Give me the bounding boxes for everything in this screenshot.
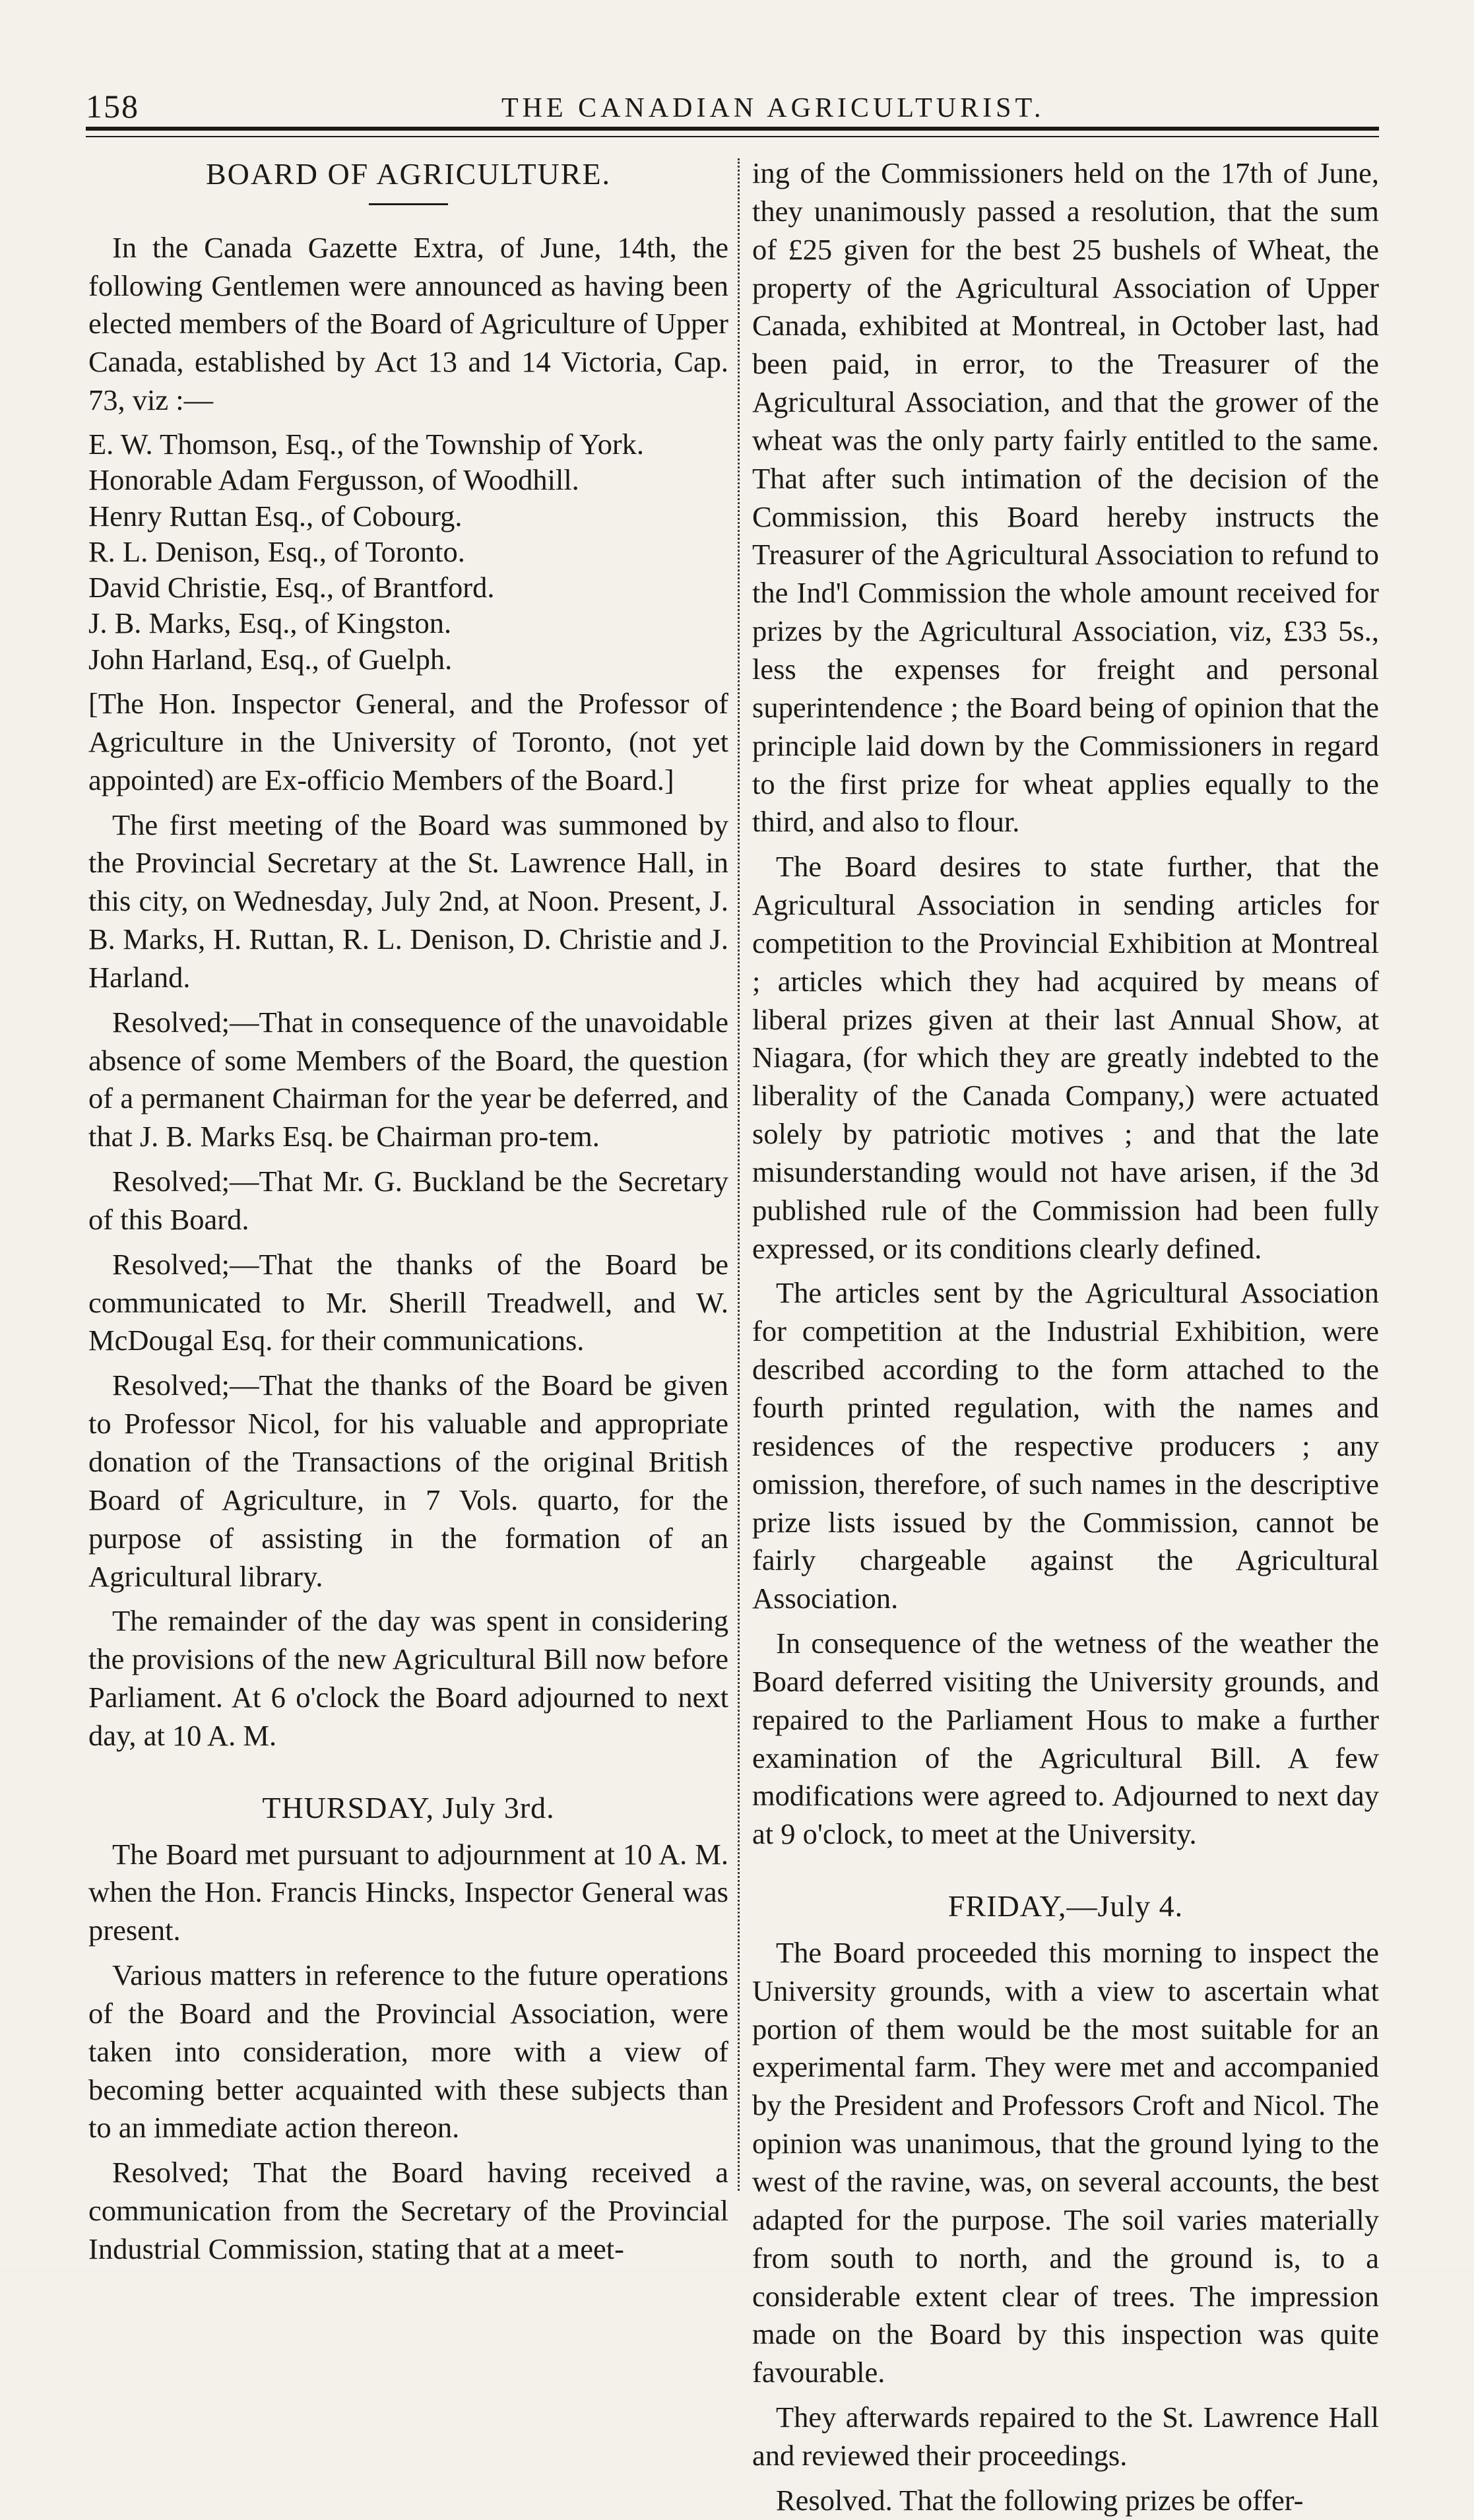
articles-paragraph: The articles sent by the Agricultural Association for competition at the Industrial Exhibition, were described according to the form attached to the fourth printed regulation, with the names and residences of the respective producers ; any omission, therefore, of such names in the descriptive prize lists issued by the Commission, cannot be fairly chargeable against the Agricultural Association.: [752, 1276, 1379, 1615]
right-column: [752, 154, 1379, 2517]
thursday-paragraph-3: Resolved; That the Board having received a communication from the Secretary of the Provincial Industrial Commission, stating that at a meet-: [88, 2156, 728, 2265]
ex-officio-note: [The Hon. Inspector General, and the Professor of Agriculture in the University of Toronto, (not yet appointed) are Ex-officio Members of the Board.]: [88, 686, 728, 796]
thursday-paragraph-2: Various matters in reference to the future operations of the Board and the Provincial Association, were taken into consideration, more with a view of becoming better acquainted with these subjects than to an immediate action thereon.: [88, 1958, 728, 2145]
friday-paragraph-2: They afterwards repaired to the St. Lawrence Hall and reviewed their proceedings.: [752, 2401, 1379, 2472]
page-number: 158: [86, 88, 139, 125]
weather-paragraph: In consequence of the wetness of the weather the Board deferred visiting the University grounds, and repaired to the Parliament Hous to make a further examination of the Agricultural Bill. A few modifications were agreed to. Adjourned to next day at 9 o'clock, to meet at the University.: [752, 1627, 1379, 1851]
running-title: THE CANADIAN AGRICULTURIST.: [501, 93, 1045, 123]
header-rule-thick: [86, 127, 1379, 131]
member-item: E. W. Thomson, Esq., of the Township of York.: [88, 428, 645, 461]
member-item: John Harland, Esq., of Guelph.: [88, 642, 453, 676]
resolution-thanks-treadwell: Resolved;—That the thanks of the Board be communicated to Mr. Sherill Treadwell, and W. McDougal Esq. for their communications.: [88, 1247, 728, 1357]
first-meeting-paragraph: The first meeting of the Board was summoned by the Provincial Secretary at the St. Lawrence Hall, in this city, on Wednesday, July 2nd, at Noon. Present, J. B. Marks, H. Ruttan, R. L. Denison, D. Christie and J. Harland.: [88, 808, 728, 994]
thursday-heading: THURSDAY, July 3rd.: [262, 1790, 555, 1825]
member-item: Henry Ruttan Esq., of Cobourg.: [88, 499, 463, 533]
left-column: [88, 154, 728, 2265]
remainder-paragraph: The remainder of the day was spent in considering the provisions of the new Agricultural Bill now before Parliament. At 6 o'clock the Board adjourned to next day, at 10 A. M.: [88, 1604, 728, 1752]
thursday-paragraph-1: The Board met pursuant to adjournment at 10 A. M. when the Hon. Francis Hincks, Inspector General was present.: [88, 1837, 728, 1947]
friday-paragraph-1: The Board proceeded this morning to inspect the University grounds, with a view to ascertain what portion of them would be the most suitable for an experimental farm. They were met and accompanied by the President and Professors Croft and Nicol. The opinion was unanimous, that the ground lying to the west of the ravine, was, on several accounts, the best adapted for the purpose. The soil varies materially from south to north, and the ground is, to a considerable extent clear of trees. The impression made on the Board by this inspection was quite favourable.: [752, 1935, 1379, 2389]
header-rule-thin: [86, 136, 1379, 137]
friday-heading: FRIDAY,—July 4.: [947, 1889, 1184, 1923]
friday-paragraph-3: Resolved. That the following prizes be offer-: [776, 2483, 1304, 2517]
intro-paragraph: In the Canada Gazette Extra, of June, 14th, the following Gentlemen were announced as having been elected members of the Board of Agriculture of Upper Canada, established by Act 13 and 14 Victoria, Cap. 73, viz :—: [88, 230, 728, 417]
member-item: R. L. Denison, Esq., of Toronto.: [88, 534, 465, 568]
commission-paragraph: ing of the Commissioners held on the 17th of June, they unanimously passed a resolution, that the sum of £25 given for the best 25 bushels of Wheat, the property of the Agricultural Association of Upper Canada, exhibited at Montreal, in October last, had been paid, in error, to the Treasurer of the Agricultural Association, and that the grower of the wheat was the only party fairly entitled to the same. That after such intimation of the decision of the Commission, this Board hereby instructs the Treasurer of the Agricultural Association to refund to the Ind'l Commission the whole amount received for prizes by the Agricultural Association, viz, £33 5s., less the expenses for freight and personal superintendence ; the Board being of opinion that the principle laid down by the Commissioners in regard to the first prize for wheat applies equally to the third, and also to flour.: [752, 156, 1379, 839]
resolution-thanks-nicol: Resolved;—That the thanks of the Board be given to Professor Nicol, for his valuable and appropriate donation of the Transactions of the original British Board of Agriculture, in 7 Vols. quarto, for the purpose of assisting in the formation of an Agricultural library.: [88, 1369, 728, 1593]
member-item: Honorable Adam Fergusson, of Woodhill.: [88, 463, 579, 497]
member-item: David Christie, Esq., of Brantford.: [88, 571, 495, 604]
title-rule: [369, 203, 448, 205]
article-title: BOARD OF AGRICULTURE.: [205, 157, 612, 191]
member-item: J. B. Marks, Esq., of Kingston.: [88, 606, 452, 640]
board-statement-paragraph: The Board desires to state further, that the Agricultural Association in sending articles for competition to the Provincial Exhibition at Montreal ; articles which they had acquired by means of liberal prizes given at their last Annual Show, at Niagara, (for which they are greatly indebted to the liberality of the Canada Company,) were actuated solely by patriotic motives ; and that the late misunderstanding would not have arisen, if the 3d published rule of the Commission had been fully expressed, or its conditions clearly defined.: [752, 850, 1379, 1265]
resolution-chairman: Resolved;—That in consequence of the unavoidable absence of some Members of the Board, the question of a permanent Chairman for the year be deferred, and that J. B. Marks Esq. be Chairman pro-tem.: [88, 1005, 728, 1153]
page-header: [86, 78, 1379, 131]
resolution-secretary: Resolved;—That Mr. G. Buckland be the Secretary of this Board.: [88, 1165, 728, 1236]
member-list: [88, 426, 728, 677]
column-divider: [738, 158, 740, 2191]
